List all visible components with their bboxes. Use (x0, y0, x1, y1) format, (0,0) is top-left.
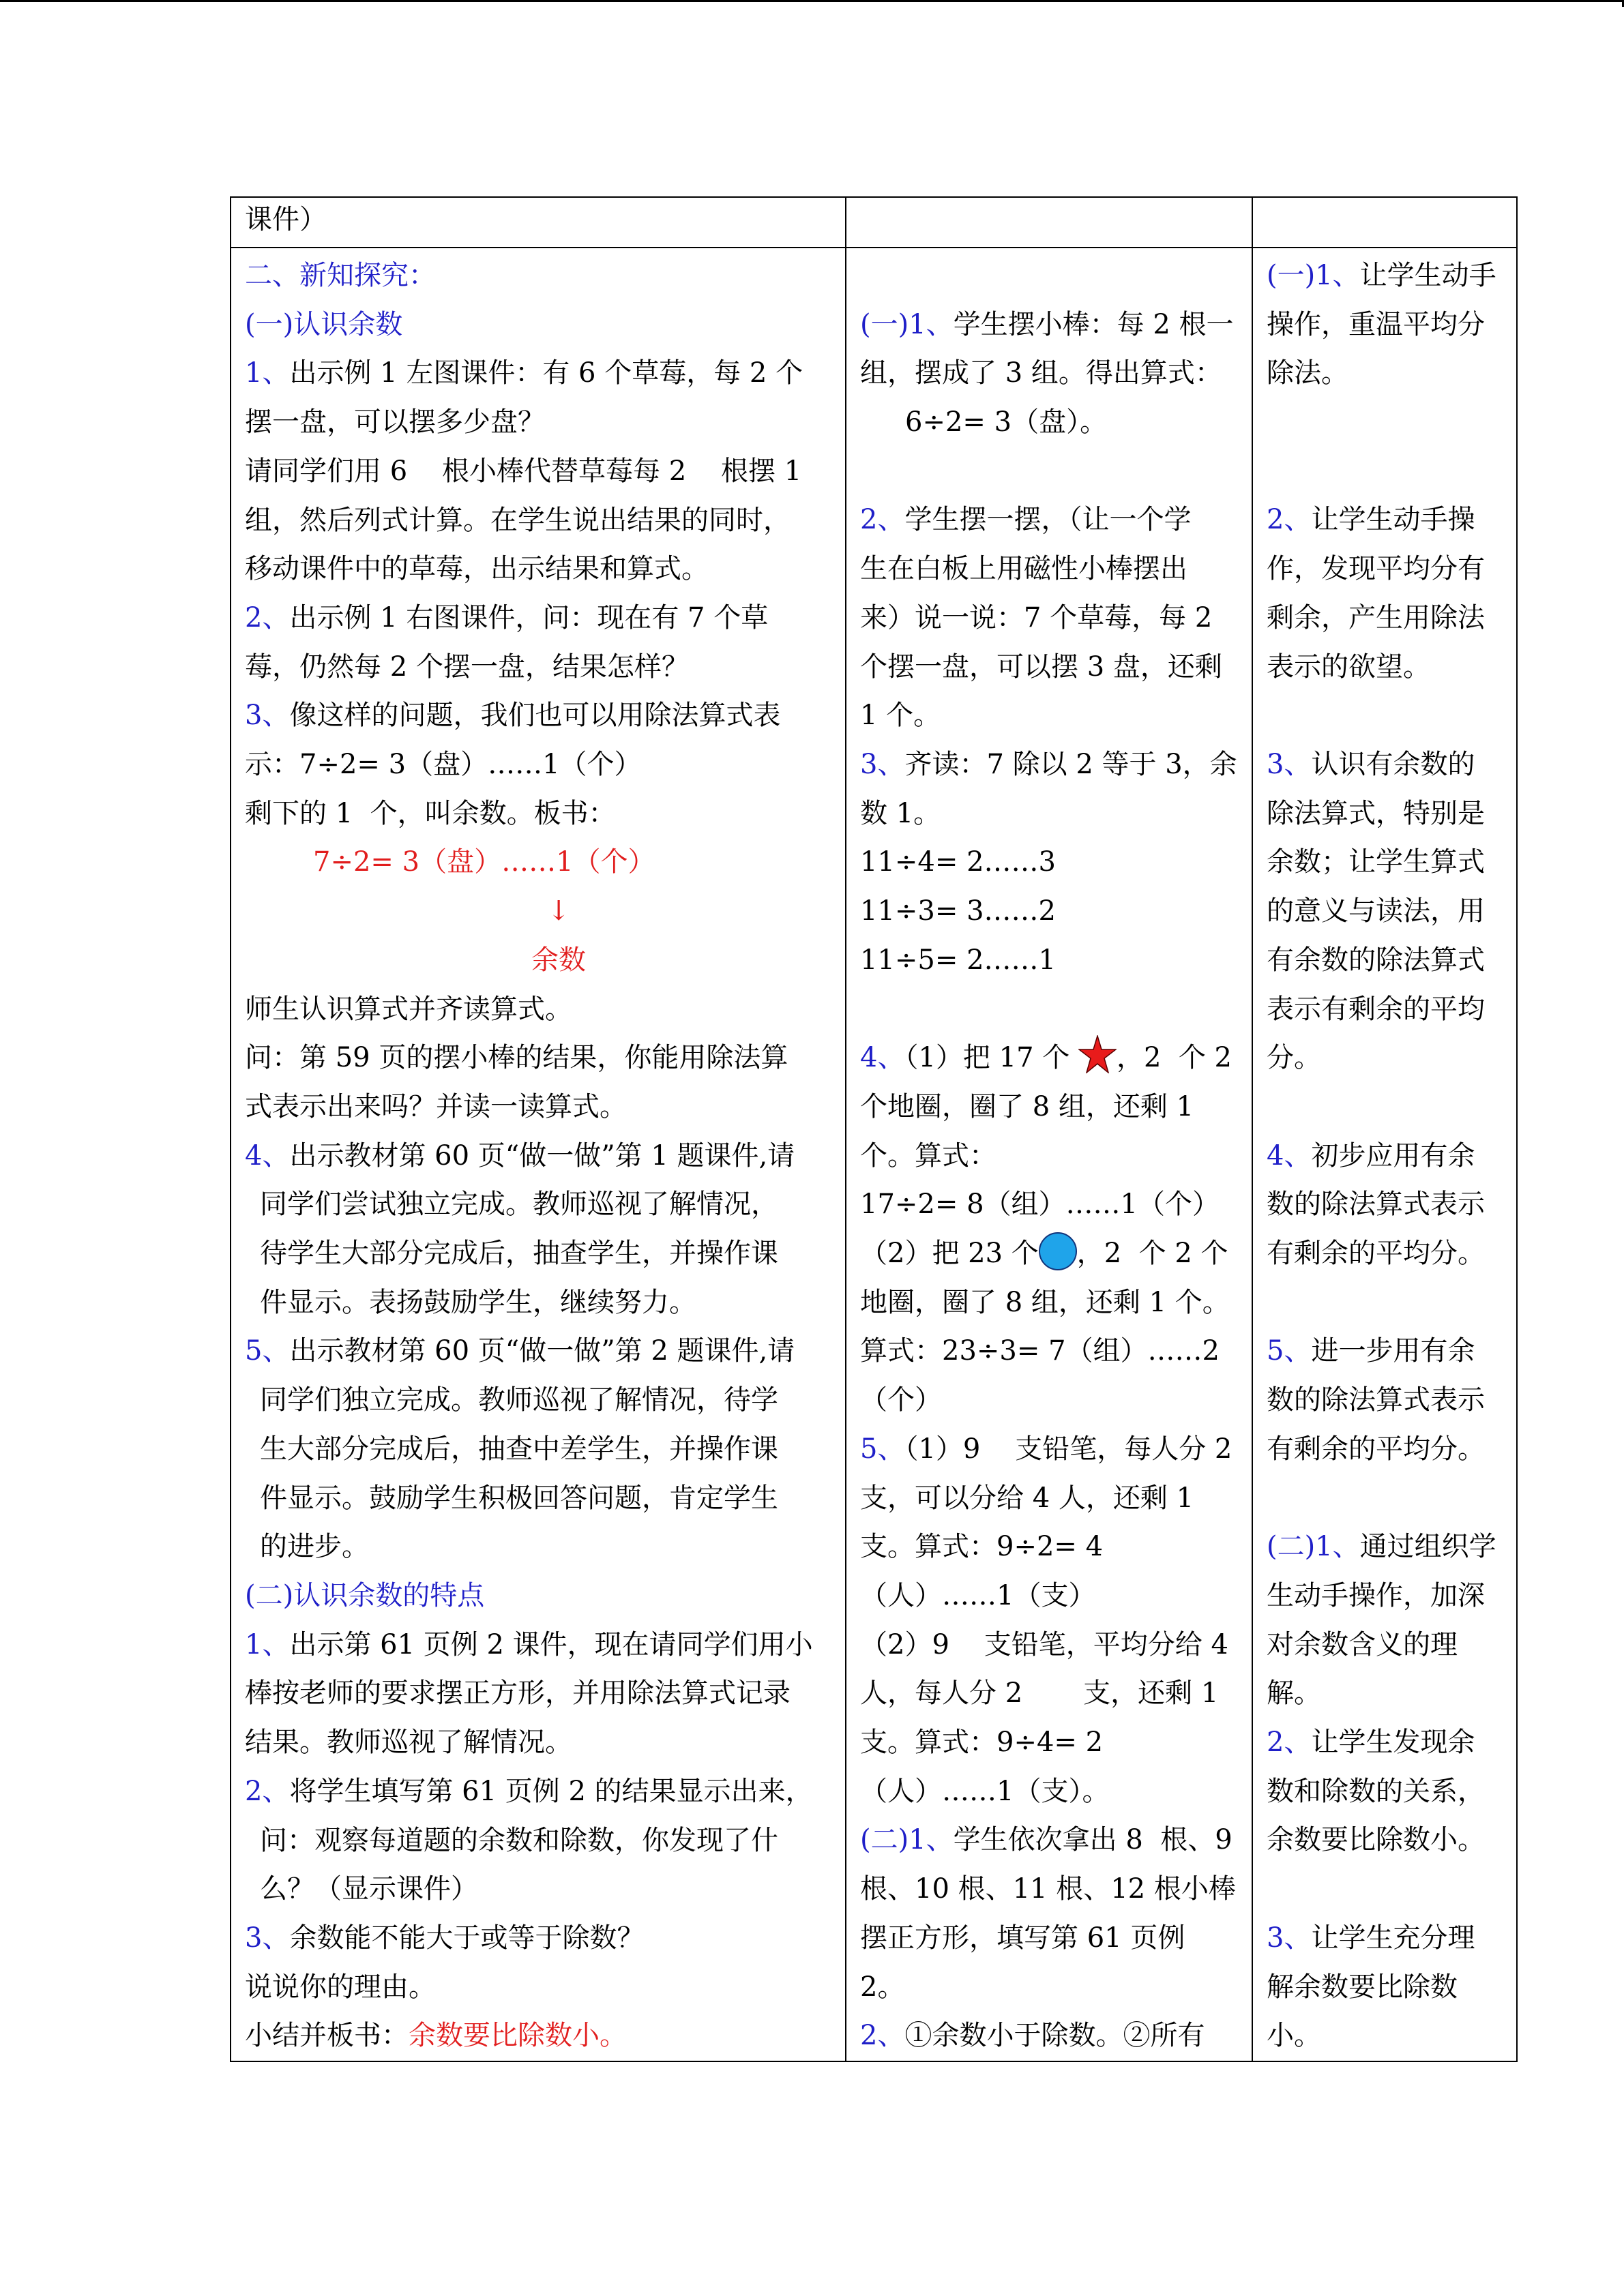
table-row-main (231, 248, 1517, 2061)
summary-line: 小结并板书：余数要比除数小。 (245, 2020, 627, 2052)
text-line: 请同学们用 6 根小棒代替草莓每 2 根摆 1 (245, 455, 802, 487)
list-item: 2、出示例 1 右图课件，问：现在有 7 个草 (245, 601, 769, 633)
summary-red-text: 余数要比除数小。 (409, 2020, 627, 2052)
equation-line: 17÷2= 8（组）……1（个） (860, 1189, 1220, 1221)
text-line: 剩余，产生用除法 (1267, 601, 1485, 633)
board-remainder-label: 余数 (531, 944, 586, 976)
text-line: 来）说一说：7 个草莓，每 2 (860, 601, 1213, 633)
blue-circle-icon (1039, 1232, 1077, 1270)
text-line: 个地圈，圈了 8 组，还剩 1 (860, 1090, 1194, 1122)
text-line: 生在白板上用磁性小棒摆出 (860, 553, 1187, 585)
text-line: 件显示。鼓励学生积极回答问题，肯定学生 (260, 1482, 778, 1514)
text-line: 个。算式： (860, 1139, 996, 1172)
text-line: 地圈，圈了 8 组，还剩 1 个。 (860, 1286, 1230, 1318)
spacer (1267, 1474, 1503, 1523)
list-item: (二)1、学生依次拿出 8 根、9 (860, 1824, 1232, 1856)
text-line: 问：第 59 页的摆小棒的结果，你能用除法算 (245, 1042, 788, 1074)
text-line: （2）9 支铅笔，平均分给 4 (860, 1628, 1228, 1660)
text-line: 结果。教师巡视了解情况。 (245, 1727, 572, 1759)
text-line: 问：观察每道题的余数和除数，你发现了什 (260, 1824, 778, 1856)
text-line: 数的除法算式表示 (1267, 1384, 1485, 1416)
equation-line: 11÷5= 2……1 (860, 944, 1056, 976)
text-line: 莓，仍然每 2 个摆一盘，结果怎样？ (245, 651, 689, 683)
text-line: 同学们独立完成。教师巡视了解情况，待学 (260, 1384, 778, 1416)
text-line: 支。算式：9÷4= 2 (860, 1727, 1104, 1759)
text-line: 操作，重温平均分 (1267, 308, 1485, 340)
text-line: 棒按老师的要求摆正方形，并用除法算式记录 (245, 1678, 791, 1710)
text-line: （个） (860, 1384, 942, 1416)
list-item: 5、（1）9 支铅笔，每人分 2 (860, 1433, 1232, 1465)
text-line: 表示有剩余的平均 (1267, 993, 1485, 1025)
text-line: 有余数的除法算式 (1267, 944, 1485, 976)
page-top-border (0, 0, 1624, 2)
part2-title: (二)认识余数的特点 (245, 1579, 485, 1611)
text-line: 小。 (1267, 2020, 1321, 2052)
text-line: 组，然后列式计算。在学生说出结果的同时， (245, 504, 791, 536)
text-line: （2）把 23 个 ，2 个 2 个 (860, 1229, 1238, 1279)
text-line: 件显示。表扬鼓励学生，继续努力。 (260, 1286, 696, 1318)
text-line: 解余数要比除数 (1267, 1971, 1458, 2003)
cell-carryover-col3 (1252, 197, 1517, 248)
list-item: 3、余数能不能大于或等于除数？ (245, 1922, 645, 1954)
text-line: 生动手操作，加深 (1267, 1579, 1485, 1611)
red-star-icon (1078, 1035, 1117, 1073)
spacer (1267, 1083, 1503, 1132)
board-equation: 7÷2= 3（盘）……1（个） (313, 846, 655, 878)
list-item: (二)1、通过组织学 (1267, 1531, 1496, 1563)
text-line: 师生认识算式并齐读算式。 (245, 993, 572, 1025)
text-line: 有剩余的平均分。 (1267, 1433, 1485, 1465)
spacer (860, 985, 1238, 1034)
text-line: 摆一盘，可以摆多少盘？ (245, 406, 545, 438)
spacer (1267, 398, 1503, 447)
spacer (1267, 447, 1503, 496)
cell-carryover-col1: 课件） (231, 197, 846, 248)
cell-student-activities (846, 248, 1252, 2061)
section-title: 二、新知探究： (245, 260, 436, 291)
text-line: 数 1。 (860, 797, 941, 829)
text-line: 支，可以分给 4 人，还剩 1 (860, 1482, 1194, 1514)
text-line: 待学生大部分完成后，抽查学生，并操作课 (260, 1238, 778, 1270)
spacer (860, 447, 1238, 496)
text-line: 解。 (1267, 1678, 1321, 1710)
text-line: 说说你的理由。 (245, 1971, 436, 2003)
text-line: 余数；让学生算式 (1267, 846, 1485, 878)
text-line: （人）……1（支）。 (860, 1775, 1110, 1807)
list-item: 2、学生摆一摆，（让一个学 (860, 504, 1192, 536)
text-line: 个摆一盘，可以摆 3 盘，还剩 (860, 651, 1222, 683)
list-item: 2、①余数小于除数。②所有 (860, 2020, 1205, 2052)
cell-teacher-activities (231, 248, 846, 2061)
list-item: 2、让学生动手操 (1267, 504, 1475, 536)
text-line: 表示的欲望。 (1267, 651, 1430, 683)
text-line: 有剩余的平均分。 (1267, 1238, 1485, 1269)
text-line: 余数要比除数小。 (1267, 1824, 1485, 1856)
text-line: 人，每人分 2 支，还剩 1 (860, 1678, 1219, 1710)
list-item: (一)1、让学生动手 (1267, 260, 1496, 291)
spacer (1267, 691, 1503, 741)
spacer (1267, 1279, 1503, 1328)
lesson-plan-table (230, 196, 1518, 2062)
text-line: 1 个。 (860, 700, 941, 732)
text-line: 除法。 (1267, 357, 1348, 389)
text-line: 摆正方形，填写第 61 页例 (860, 1922, 1185, 1954)
text-line: 的进步。 (260, 1531, 369, 1563)
list-item: 2、让学生发现余 (1267, 1727, 1475, 1758)
text-line: 示：7÷2= 3（盘）……1（个） (245, 749, 642, 781)
equation-line: 11÷4= 2……3 (860, 846, 1056, 878)
board-arrow: ↓ (547, 895, 570, 927)
list-item: 4、初步应用有余 (1267, 1139, 1475, 1172)
part1-title: (一)认识余数 (245, 308, 403, 340)
list-item: 4、（1）把 17 个 ，2 个 2 (860, 1034, 1238, 1083)
list-item: 3、像这样的问题，我们也可以用除法算式表 (245, 700, 781, 732)
text-line: 生大部分完成后，抽查中差学生，并操作课 (260, 1433, 778, 1465)
text-line: 数的除法算式表示 (1267, 1189, 1485, 1221)
text-line: 么？（显示课件） (260, 1873, 478, 1905)
cell-carryover-col2 (846, 197, 1252, 248)
text-line: 6÷2= 3（盘）。 (905, 406, 1108, 438)
text-line: 同学们尝试独立完成。教师巡视了解情况， (260, 1189, 778, 1221)
list-item: 5、出示教材第 60 页“做一做”第 2 题课件,请 (245, 1335, 795, 1367)
text-line: 移动课件中的草莓，出示结果和算式。 (245, 553, 709, 585)
text-line: （人）……1（支） (860, 1579, 1096, 1611)
text-line: 数和除数的关系， (1267, 1775, 1485, 1807)
list-item: (一)1、学生摆小棒：每 2 根一 (860, 308, 1234, 340)
text-line: 剩下的 1 个，叫余数。板书： (245, 797, 616, 829)
text-line: 组，摆成了 3 组。得出算式： (860, 357, 1222, 389)
list-item: 3、让学生充分理 (1267, 1922, 1475, 1954)
text-line: 的意义与读法，用 (1267, 895, 1485, 927)
spacer (860, 252, 1238, 301)
text-line: 作，发现平均分有 (1267, 553, 1485, 585)
text-line: 式表示出来吗？并读一读算式。 (245, 1090, 627, 1122)
text-line: 2。 (860, 1971, 905, 2003)
list-item: 4、出示教材第 60 页“做一做”第 1 题课件,请 (245, 1139, 795, 1172)
spacer (1267, 1865, 1503, 1914)
list-item: 3、认识有余数的 (1267, 748, 1475, 780)
text-line: 对余数含义的理 (1267, 1628, 1458, 1660)
cell-design-intent (1252, 248, 1517, 2061)
table-row-carryover (231, 197, 1517, 248)
list-item: 3、齐读：7 除以 2 等于 3，余 (860, 749, 1237, 780)
text-line: 除法算式，特别是 (1267, 797, 1485, 829)
text-line: 根、10 根、11 根、12 根小棒 (860, 1873, 1236, 1905)
equation-line: 算式：23÷3= 7（组）……2 (860, 1335, 1220, 1367)
list-item: 2、将学生填写第 61 页例 2 的结果显示出来， (245, 1775, 813, 1807)
text-line: 支。算式：9÷2= 4 (860, 1531, 1104, 1563)
list-item: 1、出示例 1 左图课件：有 6 个草莓，每 2 个 (245, 357, 803, 389)
equation-line: 11÷3= 3……2 (860, 895, 1056, 927)
text-line: 分。 (1267, 1042, 1321, 1074)
list-item: 1、出示第 61 页例 2 课件，现在请同学们用小 (245, 1628, 813, 1660)
list-item: 5、进一步用有余 (1267, 1335, 1475, 1367)
